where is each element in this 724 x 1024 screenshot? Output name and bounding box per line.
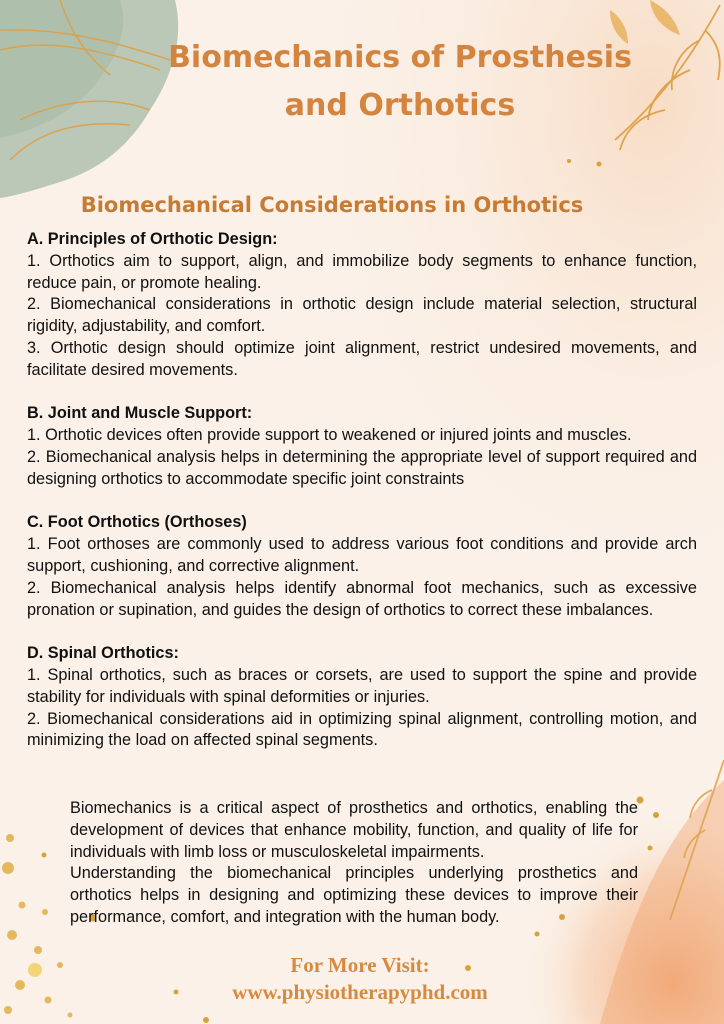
section-title: C. Foot Orthotics (Orthoses): [27, 513, 247, 532]
summary-text: [70, 798, 638, 929]
list-item: 2. Biomechanical considerations aid in optimizing spinal alignment, controlling motion, and minimizing the load on affected spinal segments.: [27, 709, 697, 750]
list-item: 1. Spinal orthotics, such as braces or corsets, are used to support the spine and provide stability for individuals with spinal deformities or injuries.: [27, 665, 697, 706]
list-item: 1. Foot orthoses are commonly used to address various foot conditions and provide arch support, cushioning, and corrective alignment.: [27, 535, 697, 575]
list-item: 1. Orthotic devices often provide support to weakened or injured joints and muscles.: [27, 426, 632, 445]
section-heading: Biomechanical Considerations in Orthotics: [80, 193, 584, 217]
section-title: B. Joint and Muscle Support:: [27, 404, 253, 423]
list-item: 1. Orthotics aim to support, align, and immobilize body segments to enhance function, reduce pain, or promote healing.: [27, 251, 697, 292]
list-item: 2. Biomechanical analysis helps identify abnormal foot mechanics, such as excessive pronation or supination, and guides the design of orthotics to correct these imbalances.: [27, 578, 697, 619]
list-item: 2. Biomechanical considerations in orthotic design include material selection, structural rigidity, adjustability, and comfort.: [27, 295, 697, 336]
section-foot-orthotics: [27, 512, 697, 621]
section-title: D. Spinal Orthotics:: [27, 644, 179, 663]
title-line-1: Biomechanics of Prosthesis: [168, 40, 632, 75]
summary-paragraph: Understanding the biomechanical principles underlying prosthetics and orthotics helps in designing and optimizing these devices to improve their performance, comfort, and integration with the human body.: [70, 864, 638, 926]
footer-label: For More Visit:: [290, 953, 430, 977]
footer-url-link[interactable]: www.physiotherapyphd.com: [232, 980, 488, 1004]
section-spinal-orthotics: [27, 643, 697, 752]
footer: [150, 952, 570, 1006]
summary-paragraph: Biomechanics is a critical aspect of prosthetics and orthotics, enabling the development of devices that enhance mobility, function, and quality of life for individuals with limb loss or musculoskeletal impairments.: [70, 799, 638, 861]
title-line-2: and Orthotics: [284, 88, 516, 123]
section-principles: [27, 229, 697, 382]
section-title: A. Principles of Orthotic Design:: [27, 230, 278, 248]
page-title: [140, 34, 660, 130]
list-item: 3. Orthotic design should optimize joint alignment, restrict undesired movements, and facilitate desired movements.: [27, 338, 697, 379]
section-joint-muscle-support: [27, 403, 697, 490]
list-item: 2. Biomechanical analysis helps in determining the appropriate level of support required and designing orthotics to accommodate specific joint constraints: [27, 447, 697, 488]
body-text: [27, 229, 697, 752]
